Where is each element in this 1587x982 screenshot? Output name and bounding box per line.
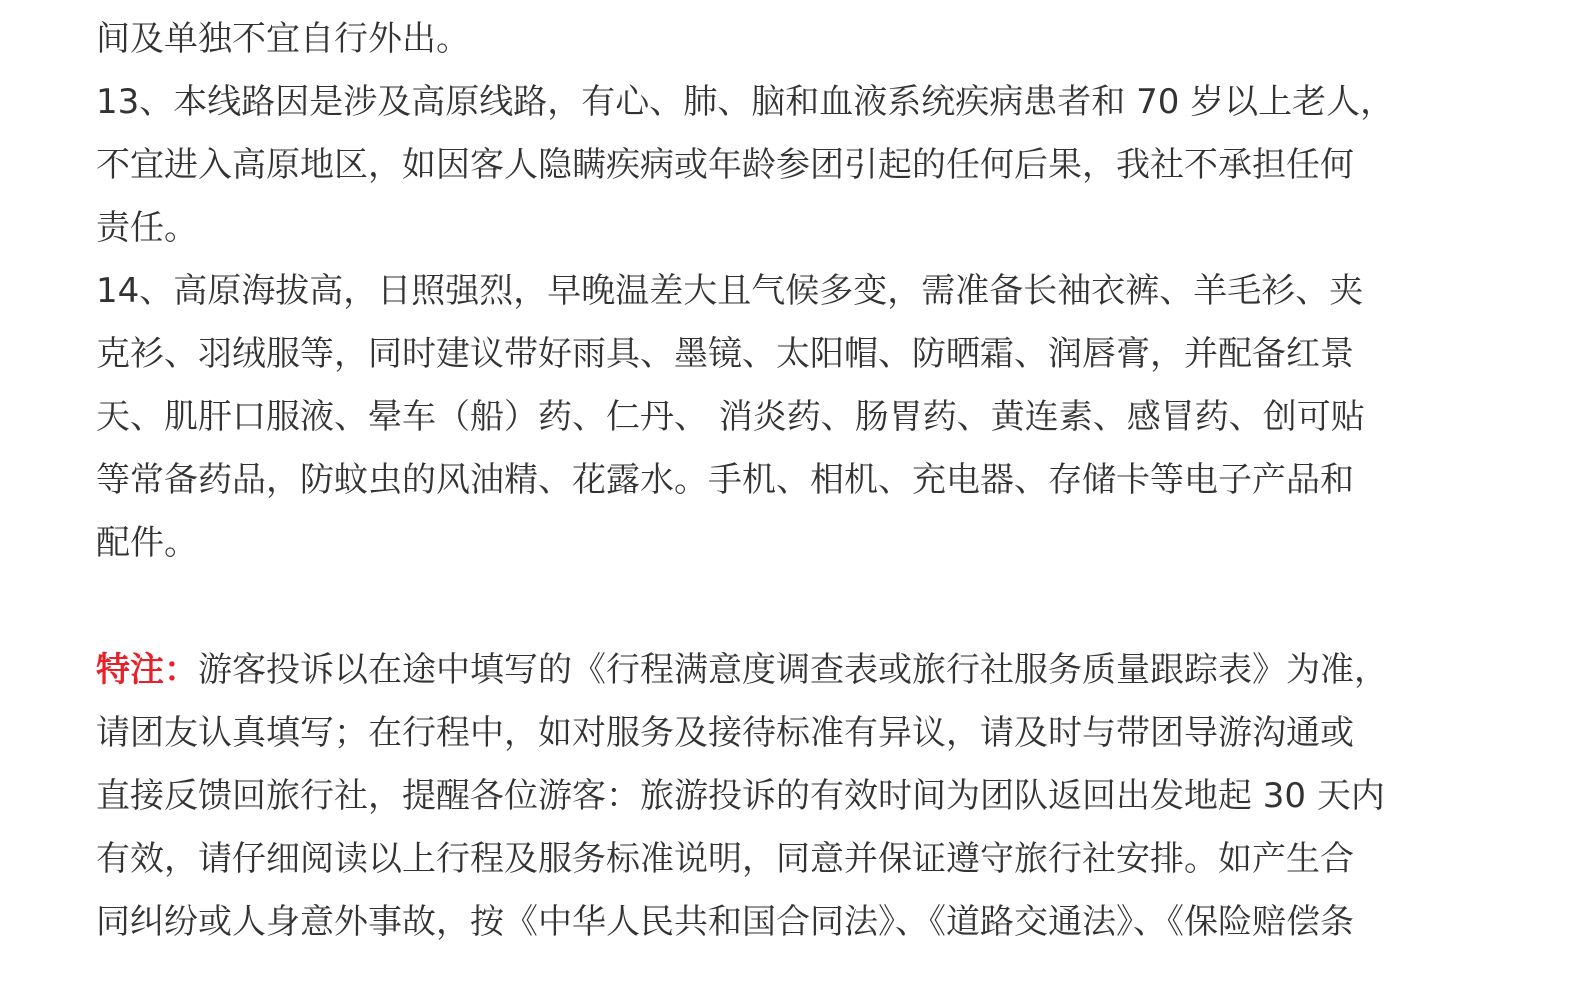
paragraph-13: [96, 71, 1486, 260]
paragraph-13-line: 不宜进入高原地区，如因客人隐瞒疾病或年龄参团引起的任何后果，我社不承担任何: [96, 145, 1354, 185]
paragraph-spacer: [96, 575, 1486, 639]
paragraph-14: [96, 260, 1486, 575]
paragraph-14-line: 等常备药品，防蚊虫的风油精、花露水。手机、相机、充电器、存储卡等电子产品和: [96, 460, 1354, 500]
special-note-text: 游客投诉以在途中填写的《行程满意度调查表或旅行社服务质量跟踪表》为准，: [198, 650, 1388, 690]
document-body: [96, 8, 1486, 954]
paragraph-13-line: 13、本线路因是涉及高原线路，有心、肺、脑和血液系统疾病患者和 70 岁以上老人，: [96, 82, 1395, 122]
paragraph-14-line: 配件。: [96, 523, 198, 563]
paragraph-14-line: 天、肌肝口服液、晕车（船）药、仁丹、 消炎药、肠胃药、黄连素、感冒药、创可贴: [96, 397, 1365, 437]
special-note-line: 请团友认真填写；在行程中，如对服务及接待标准有异议，请及时与带团导游沟通或: [96, 713, 1354, 753]
special-note-first-line: [96, 639, 1486, 702]
special-note-label: 特注：: [96, 650, 198, 690]
special-note-line: 直接反馈回旅行社，提醒各位游客：旅游投诉的有效时间为团队返回出发地起 30 天内: [96, 776, 1385, 816]
paragraph-12-line: 间及单独不宜自行外出。: [96, 19, 470, 59]
paragraph-13-line: 责任。: [96, 208, 198, 248]
special-note-line: 同纠纷或人身意外事故，按《中华人民共和国合同法》、《道路交通法》、《保险赔偿条: [96, 902, 1354, 942]
paragraph-14-line: 克衫、羽绒服等，同时建议带好雨具、墨镜、太阳帽、防晒霜、润唇膏，并配备红景: [96, 334, 1354, 374]
special-note: [96, 639, 1486, 954]
paragraph-14-line: 14、高原海拔高，日照强烈，早晚温差大且气候多变，需准备长袖衣裤、羊毛衫、夹: [96, 271, 1364, 311]
special-note-line: 有效，请仔细阅读以上行程及服务标准说明，同意并保证遵守旅行社安排。如产生合: [96, 839, 1354, 879]
